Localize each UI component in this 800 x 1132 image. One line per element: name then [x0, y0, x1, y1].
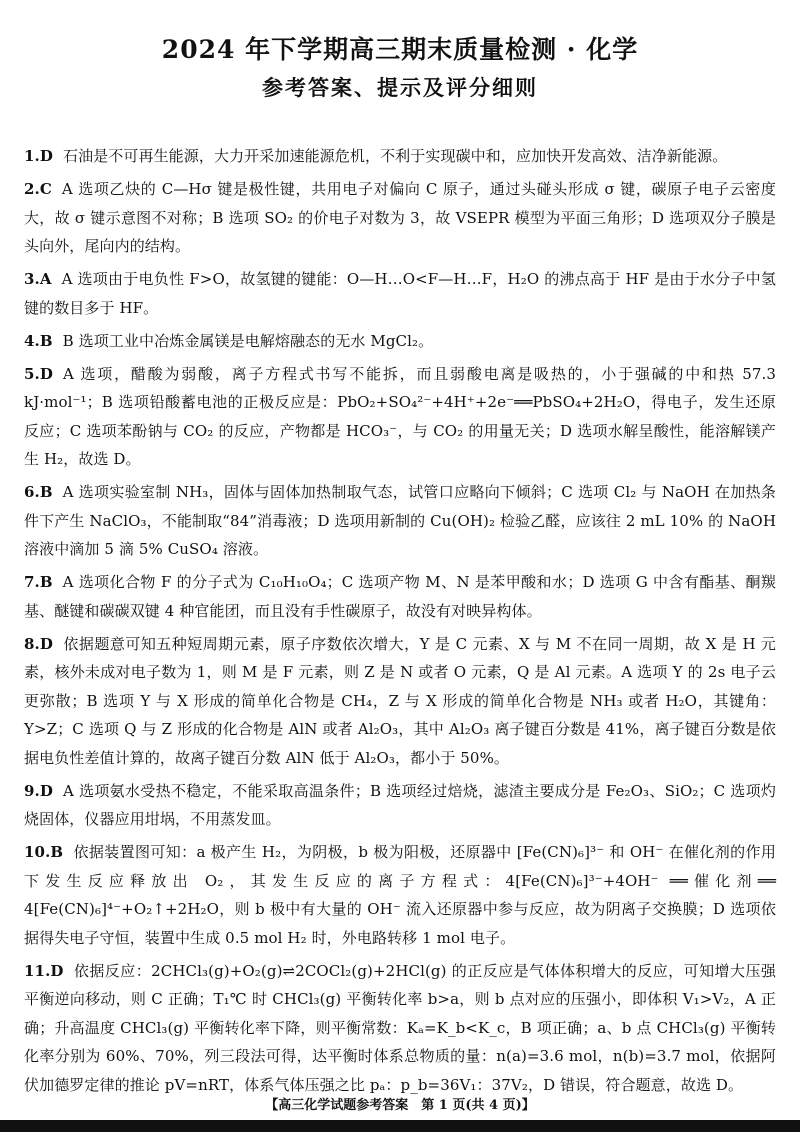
answer-explanation: A 选项，醋酸为弱酸，离子方程式书写不能拆，而且弱酸电离是吸热的，小于强碱的中和热 57.3 kJ·mol⁻¹；B 选项铅酸蓄电池的正极反应是：PbO₂+SO₄²⁻+4H⁺+2e⁻══PbSO₄+2H₂O，得电子，发生还原反应；C 选项苯酚钠与 CO₂ 的反应，产物都是 HCO₃⁻，与 CO₂ 的用量无关；D 选项水解呈酸性，能溶解镁产生 H₂，故选 D。 [24, 364, 776, 468]
answer-number: 10.B [24, 843, 64, 861]
answer-item-9 [24, 777, 776, 834]
page-title: 2024 年下学期高三期末质量检测 · 化学 [161, 35, 639, 64]
answer-item-5 [24, 360, 776, 474]
answer-explanation: A 选项由于电负性 F>O，故氢键的键能：O—H…O<F—H…F，H₂O 的沸点高于 HF 是由于水分子中氢键的数目多于 HF。 [24, 270, 776, 317]
answer-list [24, 142, 776, 1104]
answer-item-4 [24, 327, 776, 356]
answer-number: 5.D [24, 364, 53, 383]
answer-item-2 [24, 175, 776, 261]
answer-explanation: 依据装置图可知：a 极产生 H₂，为阴极，b 极为阳极，还原器中 [Fe(CN)₆]³⁻ 和 OH⁻ 在催化剂的作用下发生反应释放出 O₂，其发生反应的离子方程式：4[Fe(CN)₆]³⁻+4OH⁻ ══催化剂══ 4[Fe(CN)₆]⁴⁻+O₂↑+2H₂O，则 b 极中有大量的 OH⁻ 流入还原器中参与反应，故为阴离子交换膜；D 选项依据得失电子守恒，装置中生成 0.5 mol H₂ 时，外电路转移 1 mol 电子。 [24, 843, 776, 947]
answer-number: 11.D [24, 961, 64, 980]
page-footer: 【高三化学试题参考答案 第 1 页(共 4 页)】 [265, 1098, 535, 1113]
answer-number: 3.A [24, 270, 52, 288]
answer-number: 7.B [24, 573, 53, 591]
answer-number: 8.D [24, 634, 53, 653]
answer-explanation: A 选项化合物 F 的分子式为 C₁₀H₁₀O₄；C 选项产物 M、N 是苯甲酸和水；D 选项 G 中含有酯基、酮羰基、醚键和碳碳双键 4 种官能团，而且没有手性碳原子，故没有对映异构体。 [24, 573, 776, 620]
answer-explanation: B 选项工业中冶炼金属镁是电解熔融态的无水 MgCl₂。 [62, 331, 434, 350]
page-subtitle: 参考答案、提示及评分细则 [262, 75, 538, 100]
answer-explanation: A 选项氨水受热不稳定，不能采取高温条件；B 选项经过焙烧，滤渣主要成分是 Fe₂O₃、SiO₂；C 选项灼烧固体，仪器应用坩埚，不用蒸发皿。 [24, 781, 776, 828]
answer-number: 4.B [24, 331, 53, 350]
answer-item-6 [24, 478, 776, 564]
answer-item-3 [24, 265, 776, 322]
answer-item-10 [24, 838, 776, 952]
answer-explanation: 依据反应：2CHCl₃(g)+O₂(g)⇌2COCl₂(g)+2HCl(g) 的正反应是气体体积增大的反应，可知增大压强平衡逆向移动，则 C 正确；T₁℃ 时 CHCl₃(g) 平衡转化率 b>a，则 b 点对应的压强小，即体积 V₁>V₂，A 正确；升高温度 CHCl₃(g) 平衡转化率下降，则平衡常数：Kₐ=K_b<K_c，B 项正确；a、b 点 CHCl₃(g) 平衡转化率分别为 60%、70%，列三段法可得，达平衡时体系总物质的量：n(a)=3.6 mol，n(b)=3.7 mol，依据阿伏加德罗定律的推论 pV=nRT，体系气体压强之比 pₐ：p_b=36V₁：37V₂，D 错误，符合题意，故选 D。 [24, 961, 776, 1094]
answer-item-7 [24, 568, 776, 625]
answer-explanation: 石油是不可再生能源，大力开采加速能源危机，不利于实现碳中和，应加快开发高效、洁净新能源。 [62, 147, 728, 165]
answer-explanation: A 选项乙炔的 C—Hσ 键是极性键，共用电子对偏向 C 原子，通过头碰头形成 σ 键，碳原子电子云密度大，故 σ 键示意图不对称；B 选项 SO₂ 的价电子对数为 3，故 VSEPR 模型为平面三角形；D 选项双分子膜是头向外，尾向内的结构。 [24, 180, 776, 255]
answer-number: 2.C [24, 180, 52, 198]
scan-edge-bar [0, 1120, 800, 1132]
answer-number: 6.B [24, 483, 53, 501]
answer-explanation: A 选项实验室制 NH₃，固体与固体加热制取气态，试管口应略向下倾斜；C 选项 Cl₂ 与 NaOH 在加热条件下产生 NaClO₃，不能制取“84”消毒液；D 选项用新制的 Cu(OH)₂ 检验乙醛，应该往 2 mL 10% 的 NaOH 溶液中滴加 5 滴 5% CuSO₄ 溶液。 [24, 483, 777, 558]
answer-item-11 [24, 957, 776, 1100]
answer-item-1 [24, 142, 776, 171]
answer-number: 1.D [24, 147, 53, 165]
answer-item-8 [24, 630, 776, 773]
answer-explanation: 依据题意可知五种短周期元素，原子序数依次增大，Y 是 C 元素、X 与 M 不在同一周期，故 X 是 H 元素，核外未成对电子数为 1，则 M 是 F 元素，则 Z 是 N 或者 O 元素，Q 是 Al 元素。A 选项 Y 的 2s 电子云更弥散；B 选项 Y 与 X 形成的简单化合物是 CH₄，Z 与 X 形成的简单化合物是 NH₃ 或者 H₂O，其键角：Y>Z；C 选项 Q 与 Z 形成的化合物是 AlN 或者 Al₂O₃，其中 Al₂O₃ 离子键百分数是 41%，离子键百分数是依据电负性差值计算的，故离子键百分数 AlN 低于 Al₂O₃，都小于 50%。 [24, 634, 776, 767]
answer-number: 9.D [24, 781, 53, 800]
